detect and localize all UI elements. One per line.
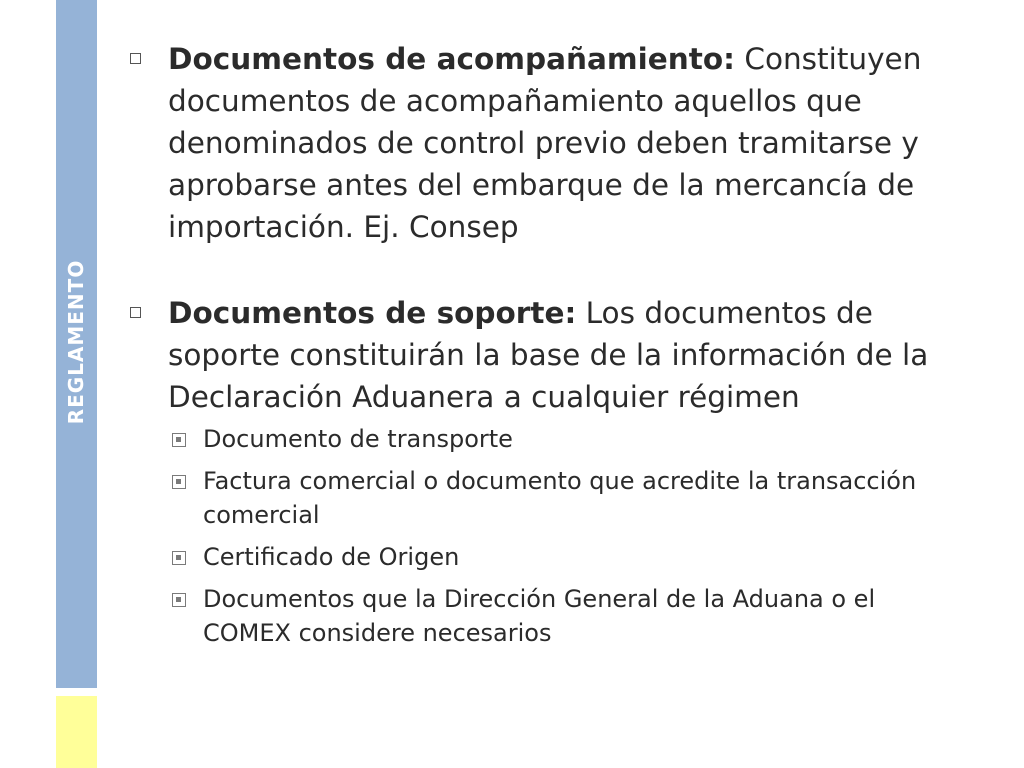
sub-bullet-item bbox=[168, 422, 968, 456]
square-bullet-icon bbox=[172, 551, 186, 565]
sub-bullet-text: Documentos que la Dirección General de la Aduana o el COMEX considere necesarios bbox=[203, 585, 876, 647]
bullet-term: Documentos de acompañamiento: bbox=[168, 42, 735, 76]
sidebar-accent-block bbox=[56, 696, 97, 768]
bullet-documentos-soporte bbox=[128, 292, 968, 418]
sub-bullet-text: Factura comercial o documento que acredite la transacción comercial bbox=[203, 467, 917, 529]
sub-bullet-item bbox=[168, 540, 968, 574]
sub-bullet-item bbox=[168, 582, 968, 650]
bullet-text: Los documentos de soporte constituirán la base de la información de la Declaración Aduanera a cualquier régimen bbox=[168, 296, 929, 414]
square-bullet-icon bbox=[172, 475, 186, 489]
sub-bullet-text: Certificado de Origen bbox=[203, 543, 460, 571]
square-bullet-icon bbox=[172, 433, 186, 447]
slide-content bbox=[128, 38, 968, 658]
bullet-text: Constituyen documentos de acompañamiento aquellos que denominados de control previo deben tramitarse y aprobarse antes del embarque de la mercancía de importación. Ej. Consep bbox=[168, 42, 922, 244]
bullet-term: Documentos de soporte: bbox=[168, 296, 577, 330]
bullet-documentos-acompanamiento bbox=[128, 38, 968, 248]
sub-bullet-list bbox=[128, 422, 968, 650]
sub-bullet-item bbox=[168, 464, 968, 532]
box-bullet-icon bbox=[130, 53, 141, 64]
box-bullet-icon bbox=[130, 307, 141, 318]
square-bullet-icon bbox=[172, 593, 186, 607]
sub-bullet-text: Documento de transporte bbox=[203, 425, 513, 453]
section-label: REGLAMENTO bbox=[64, 259, 88, 425]
